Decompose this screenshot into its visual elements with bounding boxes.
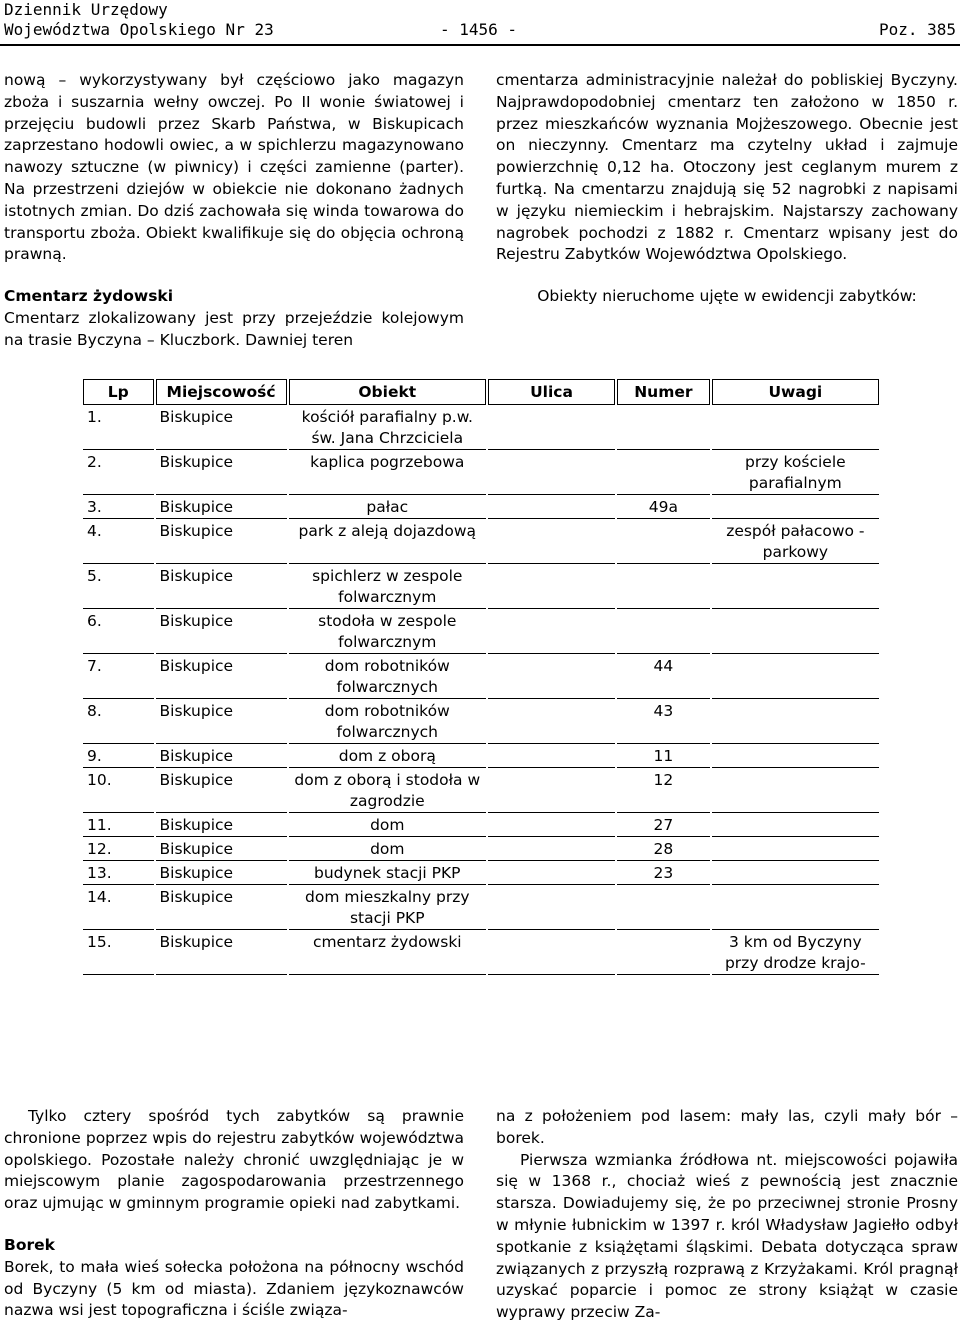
row-number: 2. [83, 452, 154, 495]
table-row [83, 611, 879, 654]
row-remarks [712, 566, 879, 609]
row-object: pałac [289, 497, 487, 519]
table-header-row [83, 379, 879, 405]
table-row [83, 863, 879, 885]
row-object: dom robotników folwarcznych [289, 701, 487, 744]
row-remarks [712, 701, 879, 744]
row-number: 10. [83, 770, 154, 813]
row-remarks: zespół pałacowo - parkowy [712, 521, 879, 564]
section-heading: Cmentarz żydowski [4, 287, 174, 306]
row-object: cmentarz żydowski [289, 932, 487, 975]
row-remarks: 3 km od Byczyny przy drodze krajo- [712, 932, 879, 975]
row-number: 15. [83, 932, 154, 975]
row-object: kaplica pogrzebowa [289, 452, 487, 495]
row-house-number [617, 611, 710, 654]
row-house-number [617, 887, 710, 930]
row-street [488, 521, 615, 564]
row-street [488, 887, 615, 930]
row-number: 12. [83, 839, 154, 861]
row-house-number [617, 452, 710, 495]
row-street [488, 701, 615, 744]
header-divider [0, 44, 960, 46]
row-number: 9. [83, 746, 154, 768]
table-row [83, 770, 879, 813]
row-house-number: 12 [617, 770, 710, 813]
left-column-top [4, 70, 464, 352]
row-locality: Biskupice [156, 407, 287, 450]
position-number: Poz. 385 [878, 20, 956, 39]
table-row [83, 701, 879, 744]
row-locality: Biskupice [156, 815, 287, 837]
row-locality: Biskupice [156, 701, 287, 744]
row-locality: Biskupice [156, 887, 287, 930]
paragraph: Cmentarz zlokalizowany jest przy przejeździe kolejowym na trasie Byczyna – Kluczbork. Dawniej teren [4, 308, 464, 349]
right-column-bottom [496, 1106, 958, 1324]
table-row [83, 656, 879, 699]
row-locality: Biskupice [156, 497, 287, 519]
column-header: Uwagi [712, 379, 879, 405]
section-heading: Borek [4, 1235, 55, 1254]
table-caption: Obiekty nieruchome ujęte w ewidencji zabytków: [537, 287, 917, 306]
province-title: Województwa Opolskiego Nr 23 [4, 20, 274, 39]
row-remarks [712, 497, 879, 519]
row-remarks [712, 815, 879, 837]
row-locality: Biskupice [156, 656, 287, 699]
row-number: 1. [83, 407, 154, 450]
row-house-number [617, 521, 710, 564]
row-number: 14. [83, 887, 154, 930]
paragraph: na z położeniem pod lasem: mały las, czyli mały bór – borek. [496, 1107, 958, 1147]
row-street [488, 407, 615, 450]
row-remarks [712, 887, 879, 930]
row-street [488, 656, 615, 699]
row-locality: Biskupice [156, 746, 287, 768]
row-number: 11. [83, 815, 154, 837]
table-row [83, 452, 879, 495]
row-remarks [712, 770, 879, 813]
row-street [488, 770, 615, 813]
table-row [83, 839, 879, 861]
table-row [83, 932, 879, 975]
row-locality: Biskupice [156, 521, 287, 564]
table-row [83, 566, 879, 609]
row-object: spichlerz w zespole folwarcznym [289, 566, 487, 609]
row-house-number [617, 932, 710, 975]
row-house-number: 27 [617, 815, 710, 837]
row-street [488, 452, 615, 495]
row-locality: Biskupice [156, 863, 287, 885]
row-object: budynek stacji PKP [289, 863, 487, 885]
row-locality: Biskupice [156, 932, 287, 975]
row-number: 3. [83, 497, 154, 519]
page-number: - 1456 - [440, 20, 518, 39]
row-number: 4. [83, 521, 154, 564]
paragraph: Tylko cztery spośród tych zabytków są prawnie chronione poprzez wpis do rejestru zabytków województwa opolskiego. Pozostałe należy chronić uwzględniając je w miejscowym planie zagospodarowania przestrzennego oraz ujmując w gminnym programie opieki nad zabytkami. [4, 1107, 464, 1213]
row-remarks [712, 656, 879, 699]
row-remarks [712, 839, 879, 861]
column-header: Ulica [488, 379, 615, 405]
row-object: park z aleją dojazdową [289, 521, 487, 564]
row-street [488, 863, 615, 885]
column-header: Obiekt [289, 379, 487, 405]
row-house-number: 28 [617, 839, 710, 861]
row-remarks [712, 407, 879, 450]
row-locality: Biskupice [156, 452, 287, 495]
right-column-top [496, 70, 958, 308]
table-row [83, 746, 879, 768]
row-number: 6. [83, 611, 154, 654]
table-row [83, 887, 879, 930]
row-object: dom [289, 839, 487, 861]
row-street [488, 746, 615, 768]
paragraph: nową – wykorzystywany był częściowo jako magazyn zboża i suszarnia wełny owczej. Po II wonie światowej i przejęciu budowli przez Skarb Państwa, w Biskupicach zaprzestano hodowli owiec, a w spichlerzu magazynowano nawozy sztuczne (w piwnicy) i części zamienne (parter). Na przestrzeni dziejów w obiekcie nie dokonano żadnych istotnych zmian. Do dziś zachowała się winda towarowa do transportu zboża. Obiekt kwalifikuje się do objęcia ochroną prawną. [4, 71, 464, 264]
row-house-number: 11 [617, 746, 710, 768]
row-house-number [617, 407, 710, 450]
paragraph: Pierwsza wzmianka źródłowa nt. miejscowości pojawiła się w 1368 r., chociaż wieś z pewnością jest znacznie starsza. Dowiadujemy się, że po przeciwnej stronie Prosny w młynie łubnickim w 1397 r. król Władysław Jagiełło odbył spotkanie z książętami śląskimi. Debata dotycząca spraw związanych z przyszłą rozprawą z Krzyżakami. Król pragnął uzyskać poparcie i pomoc ze strony książąt w czasie wyprawy przeciw Za- [496, 1150, 958, 1322]
row-street [488, 611, 615, 654]
paragraph: Borek, to mała wieś sołecka położona na północny wschód od Byczyny (5 km od miasta). Zdaniem językoznawców nazwa wsi jest topograficzna i ściśle związa- [4, 1257, 464, 1320]
row-remarks: przy kościele parafialnym [712, 452, 879, 495]
column-header: Numer [617, 379, 710, 405]
row-house-number: 23 [617, 863, 710, 885]
row-house-number [617, 566, 710, 609]
row-locality: Biskupice [156, 611, 287, 654]
paragraph: cmentarza administracyjnie należał do pobliskiej Byczyny. Najprawdopodobniej cmentarz ten założono w 1850 r. przez mieszkańców wyznania Mojżeszowego. Obecnie jest on nieczynny. Cmentarz ma czytelny układ i zajmuje powierzchnię 0,12 ha. Otoczony jest ceglanym murem z furtką. Na cmentarzu znajdują się 52 nagrobki z napisami w języku niemieckim i hebrajskim. Najstarszy zachowany nagrobek pochodzi z 1882 r. Cmentarz wpisany jest do Rejestru Zabytków Województwa Opolskiego. [496, 71, 958, 264]
column-header: Lp [83, 379, 154, 405]
row-house-number: 44 [617, 656, 710, 699]
row-remarks [712, 746, 879, 768]
row-object: stodoła w zespole folwarcznym [289, 611, 487, 654]
row-locality: Biskupice [156, 770, 287, 813]
row-street [488, 815, 615, 837]
row-street [488, 839, 615, 861]
table-row [83, 497, 879, 519]
row-number: 5. [83, 566, 154, 609]
row-object: kościół parafialny p.w. św. Jana Chrzciciela [289, 407, 487, 450]
row-number: 7. [83, 656, 154, 699]
row-street [488, 566, 615, 609]
row-locality: Biskupice [156, 839, 287, 861]
row-object: dom z oborą [289, 746, 487, 768]
row-house-number: 43 [617, 701, 710, 744]
left-column-bottom [4, 1106, 464, 1322]
row-number: 8. [83, 701, 154, 744]
row-locality: Biskupice [156, 566, 287, 609]
row-remarks [712, 611, 879, 654]
row-street [488, 497, 615, 519]
row-object: dom robotników folwarcznych [289, 656, 487, 699]
table-row [83, 815, 879, 837]
row-house-number: 49a [617, 497, 710, 519]
page-header [4, 0, 956, 44]
row-street [488, 932, 615, 975]
row-object: dom [289, 815, 487, 837]
row-object: dom z oborą i stodoła w zagrodzie [289, 770, 487, 813]
table-row [83, 521, 879, 564]
table-row [83, 407, 879, 450]
row-remarks [712, 863, 879, 885]
row-object: dom mieszkalny przy stacji PKP [289, 887, 487, 930]
row-number: 13. [83, 863, 154, 885]
column-header: Miejscowość [156, 379, 287, 405]
journal-title: Dziennik Urzędowy [4, 0, 168, 19]
monuments-table [81, 377, 881, 977]
